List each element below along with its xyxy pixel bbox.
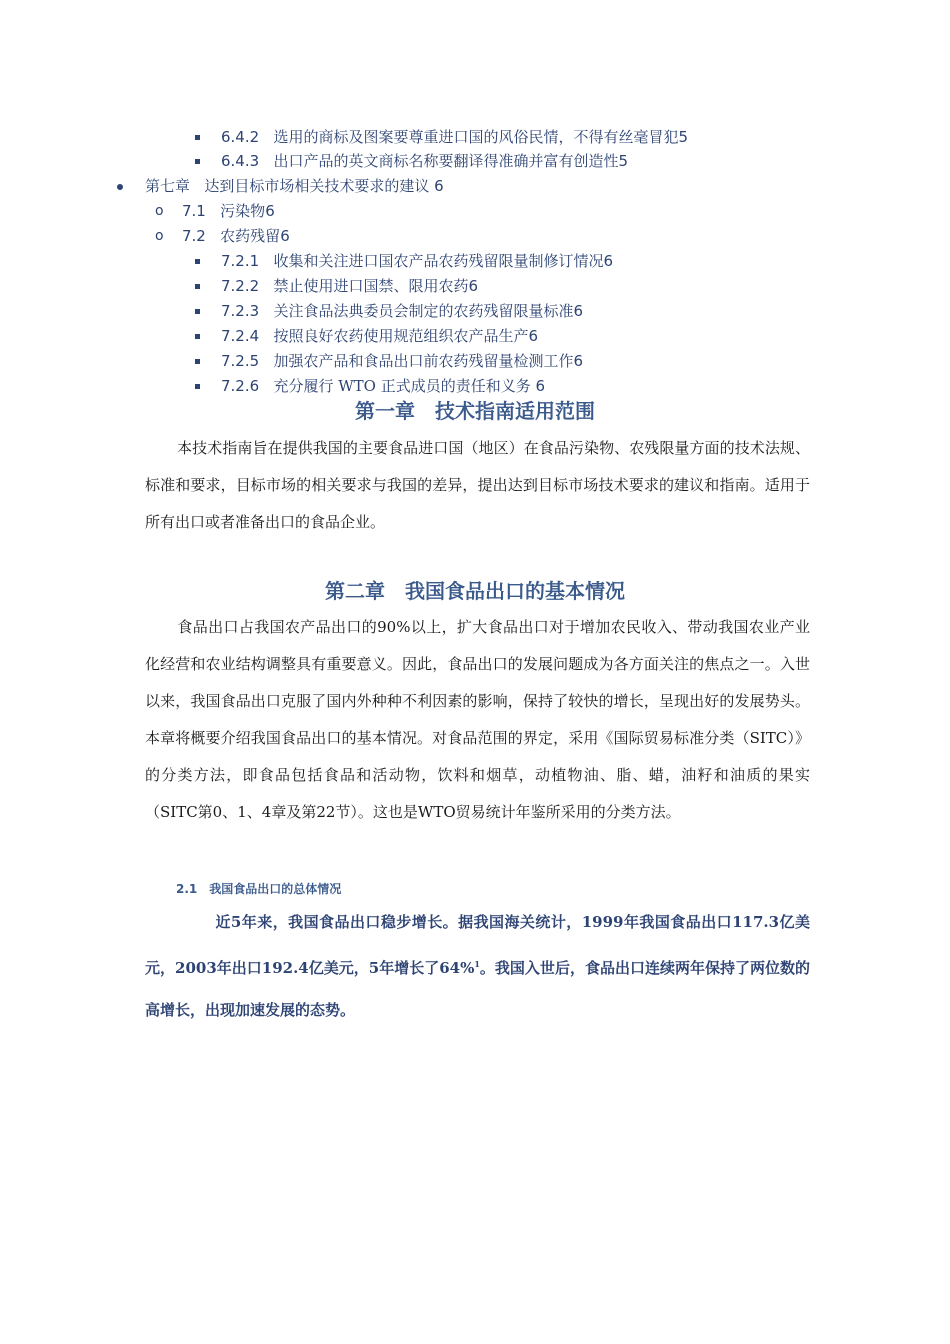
toc-page: 6 [468, 277, 479, 295]
toc-item-7-1[interactable] [182, 201, 275, 221]
toc-item-6-4-3[interactable] [221, 151, 628, 171]
toc-number: 第七章 [145, 177, 191, 195]
toc-page: 6 [528, 327, 539, 345]
toc-bullet [195, 334, 200, 339]
toc-bullet [195, 159, 200, 164]
toc-page: 5 [618, 152, 629, 170]
toc-text: 加强农产品和食品出口前农药残留量检测工作 [273, 352, 574, 370]
toc-item-7-2-4[interactable] [221, 326, 538, 346]
toc-text: 按照良好农药使用规范组织农产品生产 [273, 327, 529, 345]
toc-number: 7.2.4 [221, 327, 260, 345]
toc-bullet [195, 259, 200, 264]
section-2-1-text: 近5年来，我国食品出口稳步增长。据我国海关统计，1999年我国食品出口117.3亿美元，2003年出口192.4亿美元，5年增长了64% [145, 913, 810, 977]
toc-bullet [195, 135, 200, 140]
chapter-1-body [145, 430, 810, 541]
footnote-mark[interactable]: 1 [474, 959, 480, 969]
toc-item-7-2-6[interactable] [221, 376, 545, 396]
toc-item-7-2-1[interactable] [221, 251, 613, 271]
toc-page: 6 [265, 202, 275, 220]
section-2-1-text-cont: 。我国入世后，食品出口连续两年保持了两位数的高增长，出现加速发展的态势。 [145, 959, 810, 1019]
toc-number: 6.4.2 [221, 128, 260, 146]
toc-page: 5 [678, 128, 689, 146]
toc-item-7-2-2[interactable] [221, 276, 478, 296]
toc-number: 6.4.3 [221, 152, 260, 170]
toc-number: 7.2 [182, 227, 206, 245]
chapter-2-body [145, 609, 810, 831]
toc-number: 7.2.6 [221, 377, 260, 395]
section-2-1-body [145, 901, 810, 1031]
toc-text: 禁止使用进口国禁、限用农药 [273, 277, 469, 295]
toc-text: 收集和关注进口国农产品农药残留限量制修订情况 [273, 252, 604, 270]
toc-number: 7.2.5 [221, 352, 260, 370]
chapter-2-title: 第二章 我国食品出口的基本情况 [325, 579, 625, 603]
toc-item-chapter-7[interactable] [145, 176, 444, 196]
toc-bullet [195, 359, 200, 364]
toc-text: 农药残留 [220, 227, 281, 245]
toc-item-6-4-2[interactable] [221, 127, 688, 147]
toc-text: 充分履行 WTO 正式成员的责任和义务 [273, 377, 531, 395]
toc-page: 6 [434, 177, 444, 195]
toc-number: 7.1 [182, 202, 206, 220]
toc-page: 6 [573, 352, 584, 370]
toc-text: 关注食品法典委员会制定的农药残留限量标准 [273, 302, 574, 320]
toc-item-7-2-5[interactable] [221, 351, 583, 371]
toc-bullet [195, 284, 200, 289]
toc-bullet: o [155, 203, 164, 219]
toc-page: 6 [573, 302, 584, 320]
toc-bullet [195, 384, 200, 389]
toc-item-7-2[interactable] [182, 226, 290, 246]
toc-bullet [117, 184, 123, 190]
toc-item-7-2-3[interactable] [221, 301, 583, 321]
toc-number: 7.2.2 [221, 277, 260, 295]
toc-text: 选用的商标及图案要尊重进口国的风俗民情，不得有丝毫冒犯 [273, 128, 679, 146]
toc-page: 6 [535, 377, 546, 395]
toc-page: 6 [280, 227, 290, 245]
toc-bullet [195, 309, 200, 314]
toc-number: 7.2.3 [221, 302, 260, 320]
chapter-1-text: 本技术指南旨在提供我国的主要食品进口国（地区）在食品污染物、农残限量方面的技术法规、标准和要求，目标市场的相关要求与我国的差异，提出达到目标市场技术要求的建议和指南。适用于所有出口或者准备出口的食品企业。 [145, 439, 810, 531]
section-2-1-heading: 2.1 我国食品出口的总体情况 [176, 882, 342, 896]
toc-text: 达到目标市场相关技术要求的建议 [204, 177, 430, 195]
toc-page: 6 [603, 252, 614, 270]
chapter-1-title: 第一章 技术指南适用范围 [355, 399, 595, 423]
chapter-2-text: 食品出口占我国农产品出口的90%以上，扩大食品出口对于增加农民收入、带动我国农业产业化经营和农业结构调整具有重要意义。因此，食品出口的发展问题成为各方面关注的焦点之一。入世以来，我国食品出口克服了国内外种种不利因素的影响，保持了较快的增长，呈现出好的发展势头。本章将概要介绍我国食品出口的基本情况。对食品范围的界定，采用《国际贸易标准分类（SITC）》的分类方法，即食品包括食品和活动物，饮料和烟草，动植物油、脂、蜡，油籽和油质的果实（SITC第0、1、4章及第22节）。这也是WTO贸易统计年鉴所采用的分类方法。 [145, 618, 810, 821]
toc-text: 出口产品的英文商标名称要翻译得准确并富有创造性 [273, 152, 619, 170]
toc-number: 7.2.1 [221, 252, 260, 270]
toc-bullet: o [155, 228, 164, 244]
toc-text: 污染物 [220, 202, 266, 220]
